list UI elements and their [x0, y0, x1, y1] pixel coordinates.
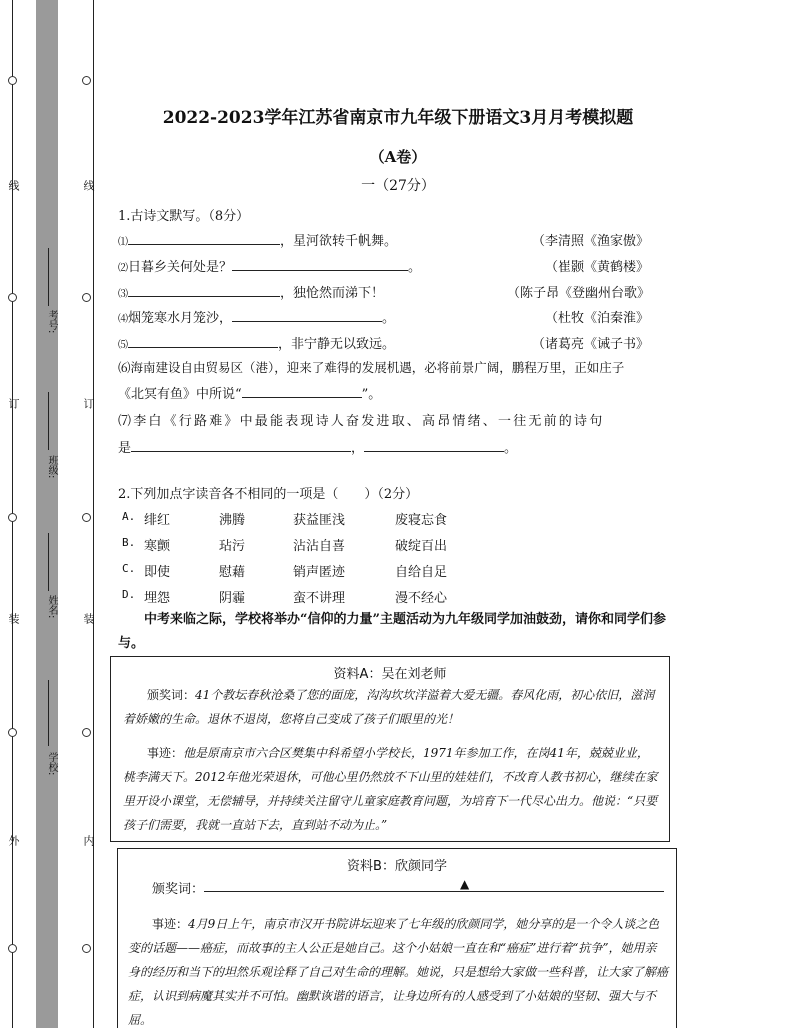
school-field[interactable] — [48, 680, 49, 746]
material-a-title: 资料A：吴在刘老师 — [333, 667, 447, 682]
choice-option[interactable] — [122, 535, 448, 554]
class-field[interactable] — [48, 392, 49, 450]
item-number: ⑴ — [118, 237, 128, 248]
poem-text: 日暮乡关何处是？ — [128, 260, 233, 275]
q1-item — [118, 230, 397, 249]
option-word: 废寝忘食 — [395, 513, 448, 528]
answer-blank[interactable] — [128, 334, 278, 348]
cut-line-label: 外 — [7, 835, 20, 846]
option-word: 破绽百出 — [395, 539, 448, 554]
poem-text: 。 — [408, 260, 422, 275]
option-word: 埋怨 — [144, 591, 171, 606]
q1-item-7-line-2 — [118, 437, 517, 456]
material-a-award — [123, 683, 659, 731]
q1-item — [118, 282, 384, 301]
option-word: 慰藉 — [219, 565, 246, 580]
q1-item — [118, 333, 395, 352]
deeds-label: 事迹： — [152, 917, 189, 931]
option-letter: A. — [122, 510, 136, 523]
question-2-heading: 2.下列加点字读音各不相同的一项是（ ）（2分） — [118, 487, 419, 502]
answer-blank[interactable] — [364, 438, 504, 452]
answer-blank[interactable] — [128, 231, 280, 245]
material-a-deeds — [123, 741, 659, 837]
item-number: ⑵ — [118, 263, 128, 274]
binding-hole — [8, 293, 17, 302]
item-text: 。 — [504, 441, 518, 456]
deeds-text: 4月9日上午，南京市汉开书院讲坛迎来了七年级的欣颜同学，她分享的是一个令人谈之色变的话题——癌症，而故事的主人公正是她自己。这个小姑娘一直在和“癌症”进行着“抗争”，她用亲身的经历和当下的坦然乐观诠释了自己对生命的理解。她说，只是想给大家做一些科普，让大家了解癌症，认识到病魔其实并不可怕。幽默诙谐的语言，让身边所有的人感受到了小姑娘的坚韧、强大与不屈。 — [128, 917, 669, 1027]
section-heading: 一（27分） — [361, 178, 435, 194]
answer-blank[interactable] — [232, 257, 408, 271]
cut-line-label: 装 — [7, 613, 20, 624]
poem-text: ，非宁静无以致远。 — [278, 337, 396, 352]
item-text: 《北冥有鱼》中所说“ — [118, 387, 242, 402]
binding-hole — [82, 728, 91, 737]
activity-intro: 中考来临之际，学校将举办“信仰的力量”主题活动为九年级同学加油鼓劲，请你和同学们参与。 — [118, 612, 666, 651]
material-b-title: 资料B：欣颜同学 — [347, 859, 447, 874]
poem-source: （崔颢《黄鹤楼》 — [545, 260, 650, 275]
material-a-box — [110, 656, 670, 842]
binding-hole — [8, 944, 17, 953]
answer-blank[interactable] — [131, 438, 351, 452]
cut-line-label: 装 — [82, 613, 95, 624]
option-word: 获益匪浅 — [293, 513, 346, 528]
cut-line-label: 订 — [7, 398, 20, 409]
poem-source: （杜牧《泊秦淮》 — [545, 311, 650, 326]
question-1-heading: 1.古诗文默写。（8分） — [118, 209, 250, 224]
item-text: ”。 — [361, 387, 382, 402]
cut-line-label: 内 — [82, 835, 95, 846]
option-letter: B. — [122, 536, 136, 549]
binding-hole — [8, 513, 17, 522]
option-word: 自给自足 — [395, 565, 448, 580]
award-answer-line[interactable] — [204, 891, 664, 892]
class-label: 班级: — [46, 455, 57, 479]
poem-source: （陈子昂《登幽州台歌》 — [507, 286, 651, 301]
exam-number-label: 考号: — [46, 310, 57, 334]
binding-hole — [82, 513, 91, 522]
option-word: 寒颤 — [144, 539, 171, 554]
award-text: 41个教坛春秋沧桑了您的面庞，沟沟坎坎洋溢着大爱无疆。春风化雨，初心依旧，滋润着娇嫩的生命。退休不退岗，您将自己变成了孩子们眼里的光！ — [123, 688, 655, 726]
binding-hole — [8, 728, 17, 737]
binding-hole — [8, 76, 17, 85]
item-number: ⑷ — [118, 314, 128, 325]
option-word: 阴霾 — [219, 591, 246, 606]
option-letter: C. — [122, 562, 136, 575]
poem-text: 。 — [382, 311, 396, 326]
option-letter: D. — [122, 588, 136, 601]
option-word: 沸腾 — [219, 513, 246, 528]
poem-text: 烟笼寒水月笼沙， — [128, 311, 233, 326]
item-text: ， — [351, 441, 365, 456]
option-word: 即使 — [144, 565, 171, 580]
material-b-box — [117, 848, 677, 1028]
q1-item — [118, 256, 421, 275]
binding-hole — [82, 293, 91, 302]
cut-line-label: 线 — [7, 180, 20, 191]
poem-source: （李清照《渔家傲》 — [532, 234, 650, 249]
q1-item-6-line-2 — [118, 383, 381, 402]
material-b-deeds — [128, 912, 668, 1032]
option-word: 沾沾自喜 — [293, 539, 346, 554]
option-word: 玷污 — [219, 539, 246, 554]
inner-margin-line — [93, 0, 94, 1028]
award-label: 颁奖词： — [147, 688, 196, 702]
item-number: ⑶ — [118, 289, 128, 300]
award-label: 颁奖词： — [152, 882, 205, 897]
answer-blank[interactable] — [232, 308, 382, 322]
school-label: 学校: — [46, 752, 57, 776]
answer-blank[interactable] — [128, 283, 280, 297]
name-label: 姓名: — [46, 595, 57, 619]
page-subtitle: （A卷） — [369, 148, 427, 166]
answer-blank[interactable] — [242, 384, 362, 398]
choice-option[interactable] — [122, 561, 448, 580]
poem-text: ，星河欲转千帆舞。 — [280, 234, 398, 249]
poem-text: ，独怆然而涕下！ — [280, 286, 385, 301]
binding-band — [36, 0, 58, 1028]
cut-line-label: 订 — [82, 398, 95, 409]
poem-source: （诸葛亮《诫子书》 — [532, 337, 650, 352]
option-word: 漫不经心 — [395, 591, 448, 606]
binding-hole — [82, 76, 91, 85]
option-word: 蛮不讲理 — [293, 591, 346, 606]
choice-option[interactable] — [122, 509, 448, 528]
deeds-text: 他是原南京市六合区樊集中科希望小学校长，1971年参加工作，在岗41年，兢兢业业，桃李满天下。2012年他光荣退休，可他心里仍然放不下山里的娃娃们，不改育人教书初心，继续在家里开设小课堂，无偿辅导，并持续关注留守儿童家庭教育问题，为培育下一代尽心出力。他说：“只要孩子们需要，我就一直站下去，直到站不动为止。” — [123, 746, 658, 832]
q1-item-7-line-1: ⑺李白《行路难》中最能表现诗人奋发进取、高昂情绪、一往无前的诗句 — [118, 414, 605, 429]
option-word: 销声匿迹 — [293, 565, 346, 580]
q1-item-6-line-1: ⑹海南建设自由贸易区（港），迎来了难得的发展机遇，必将前景广阔，鹏程万里，正如庄子 — [118, 360, 625, 375]
deeds-label: 事迹： — [147, 746, 184, 760]
page-title: 2022-2023学年江苏省南京市九年级下册语文3月月考模拟题 — [162, 108, 634, 128]
option-word: 绯红 — [144, 513, 171, 528]
cut-line-label: 线 — [82, 180, 95, 191]
item-number: ⑸ — [118, 340, 128, 351]
q1-item — [118, 307, 395, 326]
triangle-marker: ▲ — [460, 877, 470, 891]
exam-number-field[interactable] — [48, 248, 49, 306]
choice-option[interactable] — [122, 587, 448, 606]
name-field[interactable] — [48, 533, 49, 591]
item-text: 是 — [118, 441, 132, 456]
binding-hole — [82, 944, 91, 953]
